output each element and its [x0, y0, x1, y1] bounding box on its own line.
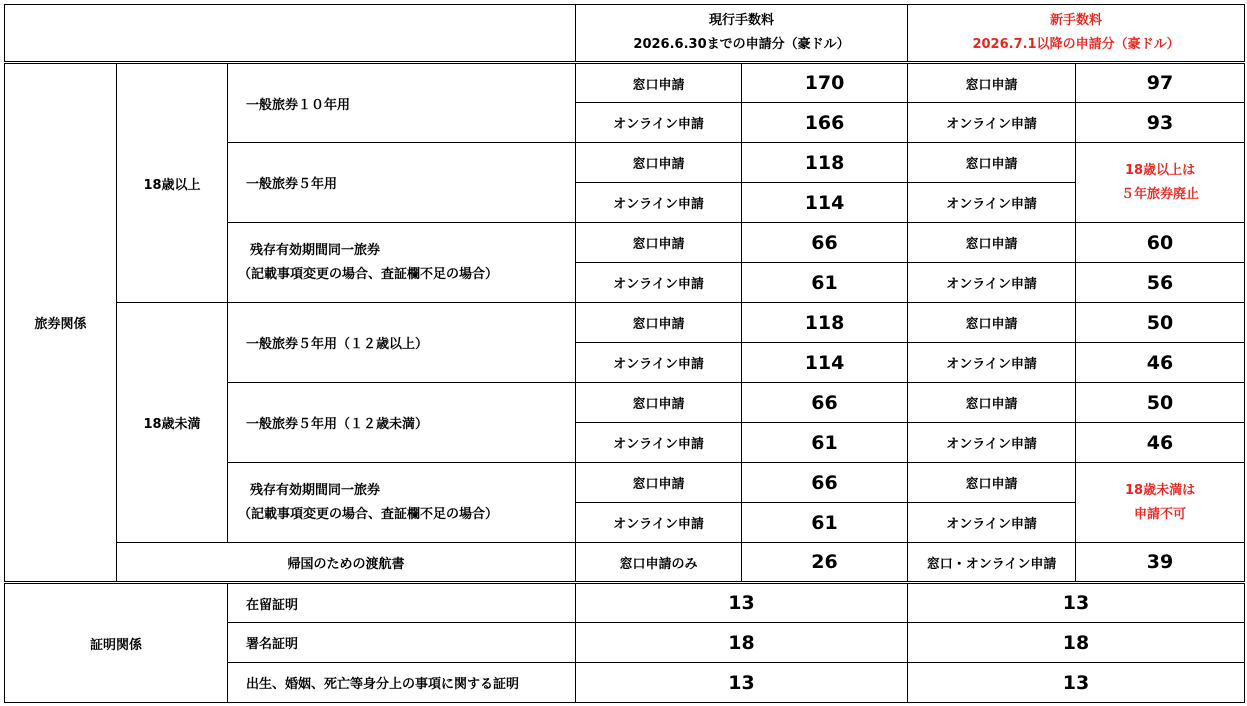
- current-fee: 13: [576, 663, 908, 703]
- method-label: オンライン申請: [576, 343, 742, 383]
- method-label: オンライン申請: [576, 103, 742, 143]
- method-label: 窓口申請: [576, 63, 742, 103]
- new-fee: 13: [908, 583, 1245, 623]
- current-fee: 61: [742, 503, 908, 543]
- current-fee: 66: [742, 463, 908, 503]
- abolished-note-line2: ５年旅券廃止: [1121, 186, 1200, 202]
- item-name-line2: （記載事項変更の場合、査証欄不足の場合）: [238, 266, 499, 282]
- method-label: オンライン申請: [576, 423, 742, 463]
- method-label: 窓口申請: [908, 143, 1076, 183]
- method-label: オンライン申請: [908, 103, 1076, 143]
- method-label: 窓口申請: [908, 383, 1076, 423]
- new-fee: 46: [1076, 423, 1245, 463]
- method-label: 窓口申請: [576, 383, 742, 423]
- new-fee: 56: [1076, 263, 1245, 303]
- method-label: 窓口・オンライン申請: [908, 543, 1076, 583]
- method-label: 窓口申請: [908, 303, 1076, 343]
- current-fee: 118: [742, 143, 908, 183]
- current-fee: 118: [742, 303, 908, 343]
- new-fee: 97: [1076, 63, 1245, 103]
- item-name: 一般旅券５年用（１２歳未満）: [228, 383, 576, 463]
- new-fee: 46: [1076, 343, 1245, 383]
- method-label: 窓口申請: [908, 63, 1076, 103]
- new-fee: 60: [1076, 223, 1245, 263]
- method-label: オンライン申請: [576, 263, 742, 303]
- method-label: オンライン申請: [908, 183, 1076, 223]
- abolished-note-line1: 18歳以上は: [1124, 162, 1196, 178]
- new-fee-subtitle: 2026.7.1以降の申請分（豪ドル）: [972, 37, 1180, 52]
- current-fee-header: [576, 5, 908, 63]
- method-label: オンライン申請: [908, 423, 1076, 463]
- current-fee: 13: [576, 583, 908, 623]
- method-label: 窓口申請: [576, 143, 742, 183]
- method-label: 窓口申請のみ: [576, 543, 742, 583]
- new-fee: 18: [908, 623, 1245, 663]
- not-accepted-note-line1: 18歳未満は: [1124, 482, 1196, 498]
- current-fee: 26: [742, 543, 908, 583]
- item-name: 出生、婚姻、死亡等身分上の事項に関する証明: [228, 663, 576, 703]
- header-blank-cell: [5, 5, 576, 63]
- table-row: [5, 303, 1245, 343]
- method-label: 窓口申請: [908, 223, 1076, 263]
- method-label: オンライン申請: [908, 343, 1076, 383]
- method-label: オンライン申請: [908, 263, 1076, 303]
- new-fee: 50: [1076, 303, 1245, 343]
- new-fee-header: [908, 5, 1245, 63]
- item-name: [228, 463, 576, 543]
- current-fee-subtitle: 2026.6.30までの申請分（豪ドル）: [633, 37, 850, 52]
- current-fee: 170: [742, 63, 908, 103]
- method-label: オンライン申請: [576, 183, 742, 223]
- table-row: [5, 63, 1245, 103]
- table-row: [5, 543, 1245, 583]
- item-name: 一般旅券５年用（１２歳以上）: [228, 303, 576, 383]
- item-name: [228, 223, 576, 303]
- header-row: [5, 5, 1245, 63]
- item-name: 在留証明: [228, 583, 576, 623]
- new-fee-title: 新手数料: [1050, 13, 1103, 28]
- current-fee: 66: [742, 383, 908, 423]
- method-label: 窓口申請: [908, 463, 1076, 503]
- not-accepted-note-line2: 申請不可: [1134, 506, 1187, 522]
- item-name: 署名証明: [228, 623, 576, 663]
- method-label: オンライン申請: [908, 503, 1076, 543]
- method-label: 窓口申請: [576, 303, 742, 343]
- method-label: オンライン申請: [576, 503, 742, 543]
- new-fee: 50: [1076, 383, 1245, 423]
- not-accepted-note: [1076, 463, 1245, 543]
- item-name: 一般旅券５年用: [228, 143, 576, 223]
- current-fee: 61: [742, 263, 908, 303]
- new-fee: 39: [1076, 543, 1245, 583]
- minor-group: 18歳未満: [117, 303, 228, 543]
- item-name-line1: 残存有効期間同一旅券: [250, 482, 381, 498]
- fee-table: [4, 4, 1245, 703]
- current-fee: 66: [742, 223, 908, 263]
- passport-category: 旅券関係: [5, 63, 117, 583]
- adult-group: 18歳以上: [117, 63, 228, 303]
- item-name-line2: （記載事項変更の場合、査証欄不足の場合）: [238, 506, 499, 522]
- item-name-line1: 残存有効期間同一旅券: [250, 242, 381, 258]
- current-fee: 114: [742, 343, 908, 383]
- table-row: [5, 583, 1245, 623]
- method-label: 窓口申請: [576, 223, 742, 263]
- certificate-category: 証明関係: [5, 583, 228, 703]
- new-fee: 93: [1076, 103, 1245, 143]
- current-fee: 166: [742, 103, 908, 143]
- current-fee: 61: [742, 423, 908, 463]
- current-fee: 114: [742, 183, 908, 223]
- current-fee-title: 現行手数料: [709, 13, 775, 28]
- current-fee: 18: [576, 623, 908, 663]
- item-name: 一般旅券１０年用: [228, 63, 576, 143]
- travel-doc-name: 帰国のための渡航書: [117, 543, 576, 583]
- new-fee: 13: [908, 663, 1245, 703]
- method-label: 窓口申請: [576, 463, 742, 503]
- abolished-note: [1076, 143, 1245, 223]
